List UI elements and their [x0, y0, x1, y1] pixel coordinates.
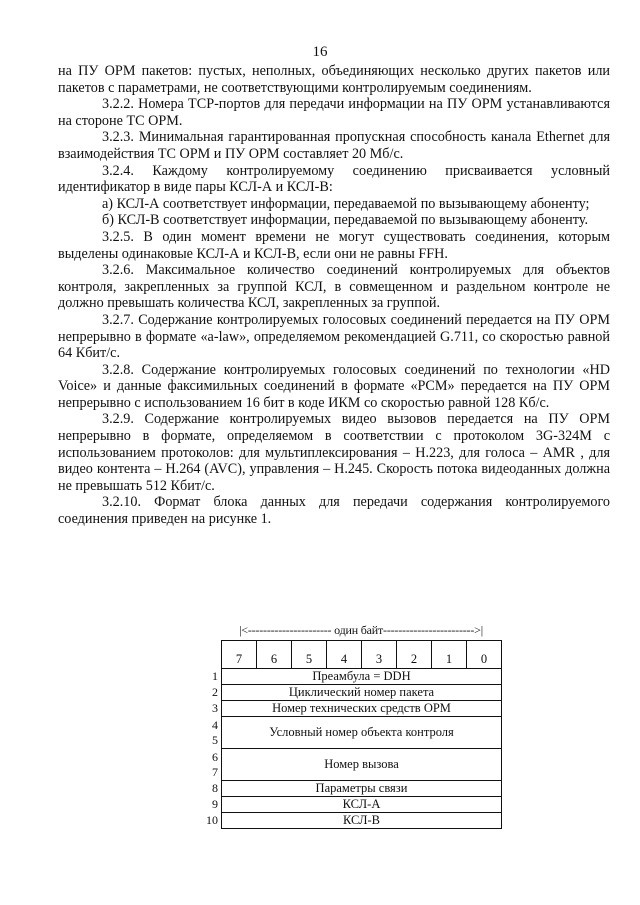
- bit-header: 6: [257, 641, 292, 669]
- row-number-value: 4: [212, 717, 218, 732]
- row-number: [190, 749, 222, 781]
- paragraph: 3.2.9. Содержание контролируемых видео вызовов передается на ПУ ОРМ непрерывно в формате, определяемом в соответствии с протоколом 3G-324M с использованием протоколов: для мультиплексирования – Н.223, для голоса – AMR , для видео контента – Н.264 (AVC), управления – Н.245. Скорость потока видеоданных должна не превышать 512 Кбит/с.: [58, 411, 610, 494]
- table-row: [190, 797, 502, 813]
- bit-header: 7: [222, 641, 257, 669]
- row-number-value: 2: [212, 685, 218, 699]
- table-row: [190, 701, 502, 717]
- table-row: [190, 813, 502, 829]
- bit-header: 4: [327, 641, 362, 669]
- bit-header: 2: [397, 641, 432, 669]
- byte-width-label: |<---------------------- один байт------------------------>|: [239, 623, 483, 637]
- row-number-value: 6: [212, 749, 218, 764]
- data-block-table: [190, 640, 502, 829]
- table-row: [190, 781, 502, 797]
- table-row: [190, 669, 502, 685]
- table-row: [190, 717, 502, 749]
- body-text: [58, 63, 610, 528]
- field-label: Условный номер объекта контроля: [222, 717, 502, 749]
- paragraph: 3.2.6. Максимальное количество соединений контролируемых для объектов контроля, закрепленных за группой КСЛ, в совмещенном и раздельном контроле не должно превышать количества КСЛ, закрепленных за группой.: [58, 262, 610, 312]
- paragraph: 3.2.5. В один момент времени не могут существовать соединения, которым выделены одинаковые КСЛ-А и КСЛ-В, если они не равны FFH.: [58, 228, 610, 262]
- row-number: [190, 797, 222, 813]
- field-label: Параметры связи: [222, 781, 502, 797]
- field-label: Циклический номер пакета: [222, 685, 502, 701]
- bit-header: 1: [432, 641, 467, 669]
- paragraph: на ПУ ОРМ пакетов: пустых, неполных, объединяющих несколько других пакетов или пакетов с параметрами, не соответствующими контролируемым соединениям.: [58, 63, 610, 96]
- row-number-value: 9: [212, 797, 218, 811]
- paragraph: а) КСЛ-А соответствует информации, передаваемой по вызывающему абоненту;: [102, 195, 590, 212]
- row-number: [190, 701, 222, 717]
- field-label: Номер технических средств ОРМ: [222, 701, 502, 717]
- row-number: [190, 685, 222, 701]
- row-number-value: 7: [212, 764, 218, 779]
- row-number-value: 10: [206, 813, 218, 827]
- field-label: Номер вызова: [222, 749, 502, 781]
- field-label: Преамбула = DDH: [222, 669, 502, 685]
- field-label: КСЛ-В: [222, 813, 502, 829]
- table-row: [190, 749, 502, 781]
- paragraph: 3.2.4. Каждому контролируемому соединению присваивается условный идентификатор в виде пары КСЛ-А и КСЛ-В:: [58, 162, 610, 196]
- field-label: КСЛ-А: [222, 797, 502, 813]
- paragraph: 3.2.2. Номера TCP-портов для передачи информации на ПУ ОРМ устанавливаются на стороне ТС ОРМ.: [58, 96, 610, 129]
- paragraph: 3.2.7. Содержание контролируемых голосовых соединений передается на ПУ ОРМ непрерывно в формате «a-law», определяемом рекомендацией G.711, со скоростью равной 64 Кбит/с.: [58, 311, 610, 362]
- row-number-value: 3: [212, 701, 218, 715]
- row-number: [190, 669, 222, 685]
- row-number-value: 8: [212, 781, 218, 795]
- paragraph: 3.2.10. Формат блока данных для передачи содержания контролируемого соединения приведен на рисунке 1.: [58, 494, 610, 528]
- bit-header: 5: [292, 641, 327, 669]
- bit-header: 3: [362, 641, 397, 669]
- row-number-value: 5: [212, 732, 218, 747]
- paragraph: 3.2.3. Минимальная гарантированная пропускная способность канала Ethernet для взаимодействия ТС ОРМ и ПУ ОРМ составляет 20 Мб/с.: [58, 129, 610, 162]
- row-number: [190, 717, 222, 749]
- row-number-spacer: [190, 641, 222, 669]
- bit-header: 0: [467, 641, 502, 669]
- page-number: 16: [312, 44, 328, 60]
- row-number: [190, 813, 222, 829]
- paragraph: б) КСЛ-В соответствует информации, передаваемой по вызывающему абоненту.: [102, 212, 589, 229]
- paragraph: 3.2.8. Содержание контролируемых голосовых соединений по технологии «HD Voice» и данные факсимильных соединений в формате «PCM» передается на ПУ ОРМ непрерывно с использованием 16 бит в коде ИКМ со скоростью равной 128 Кб/с.: [58, 361, 610, 411]
- row-number-value: 1: [212, 669, 218, 683]
- row-number: [190, 781, 222, 797]
- table-row: [190, 685, 502, 701]
